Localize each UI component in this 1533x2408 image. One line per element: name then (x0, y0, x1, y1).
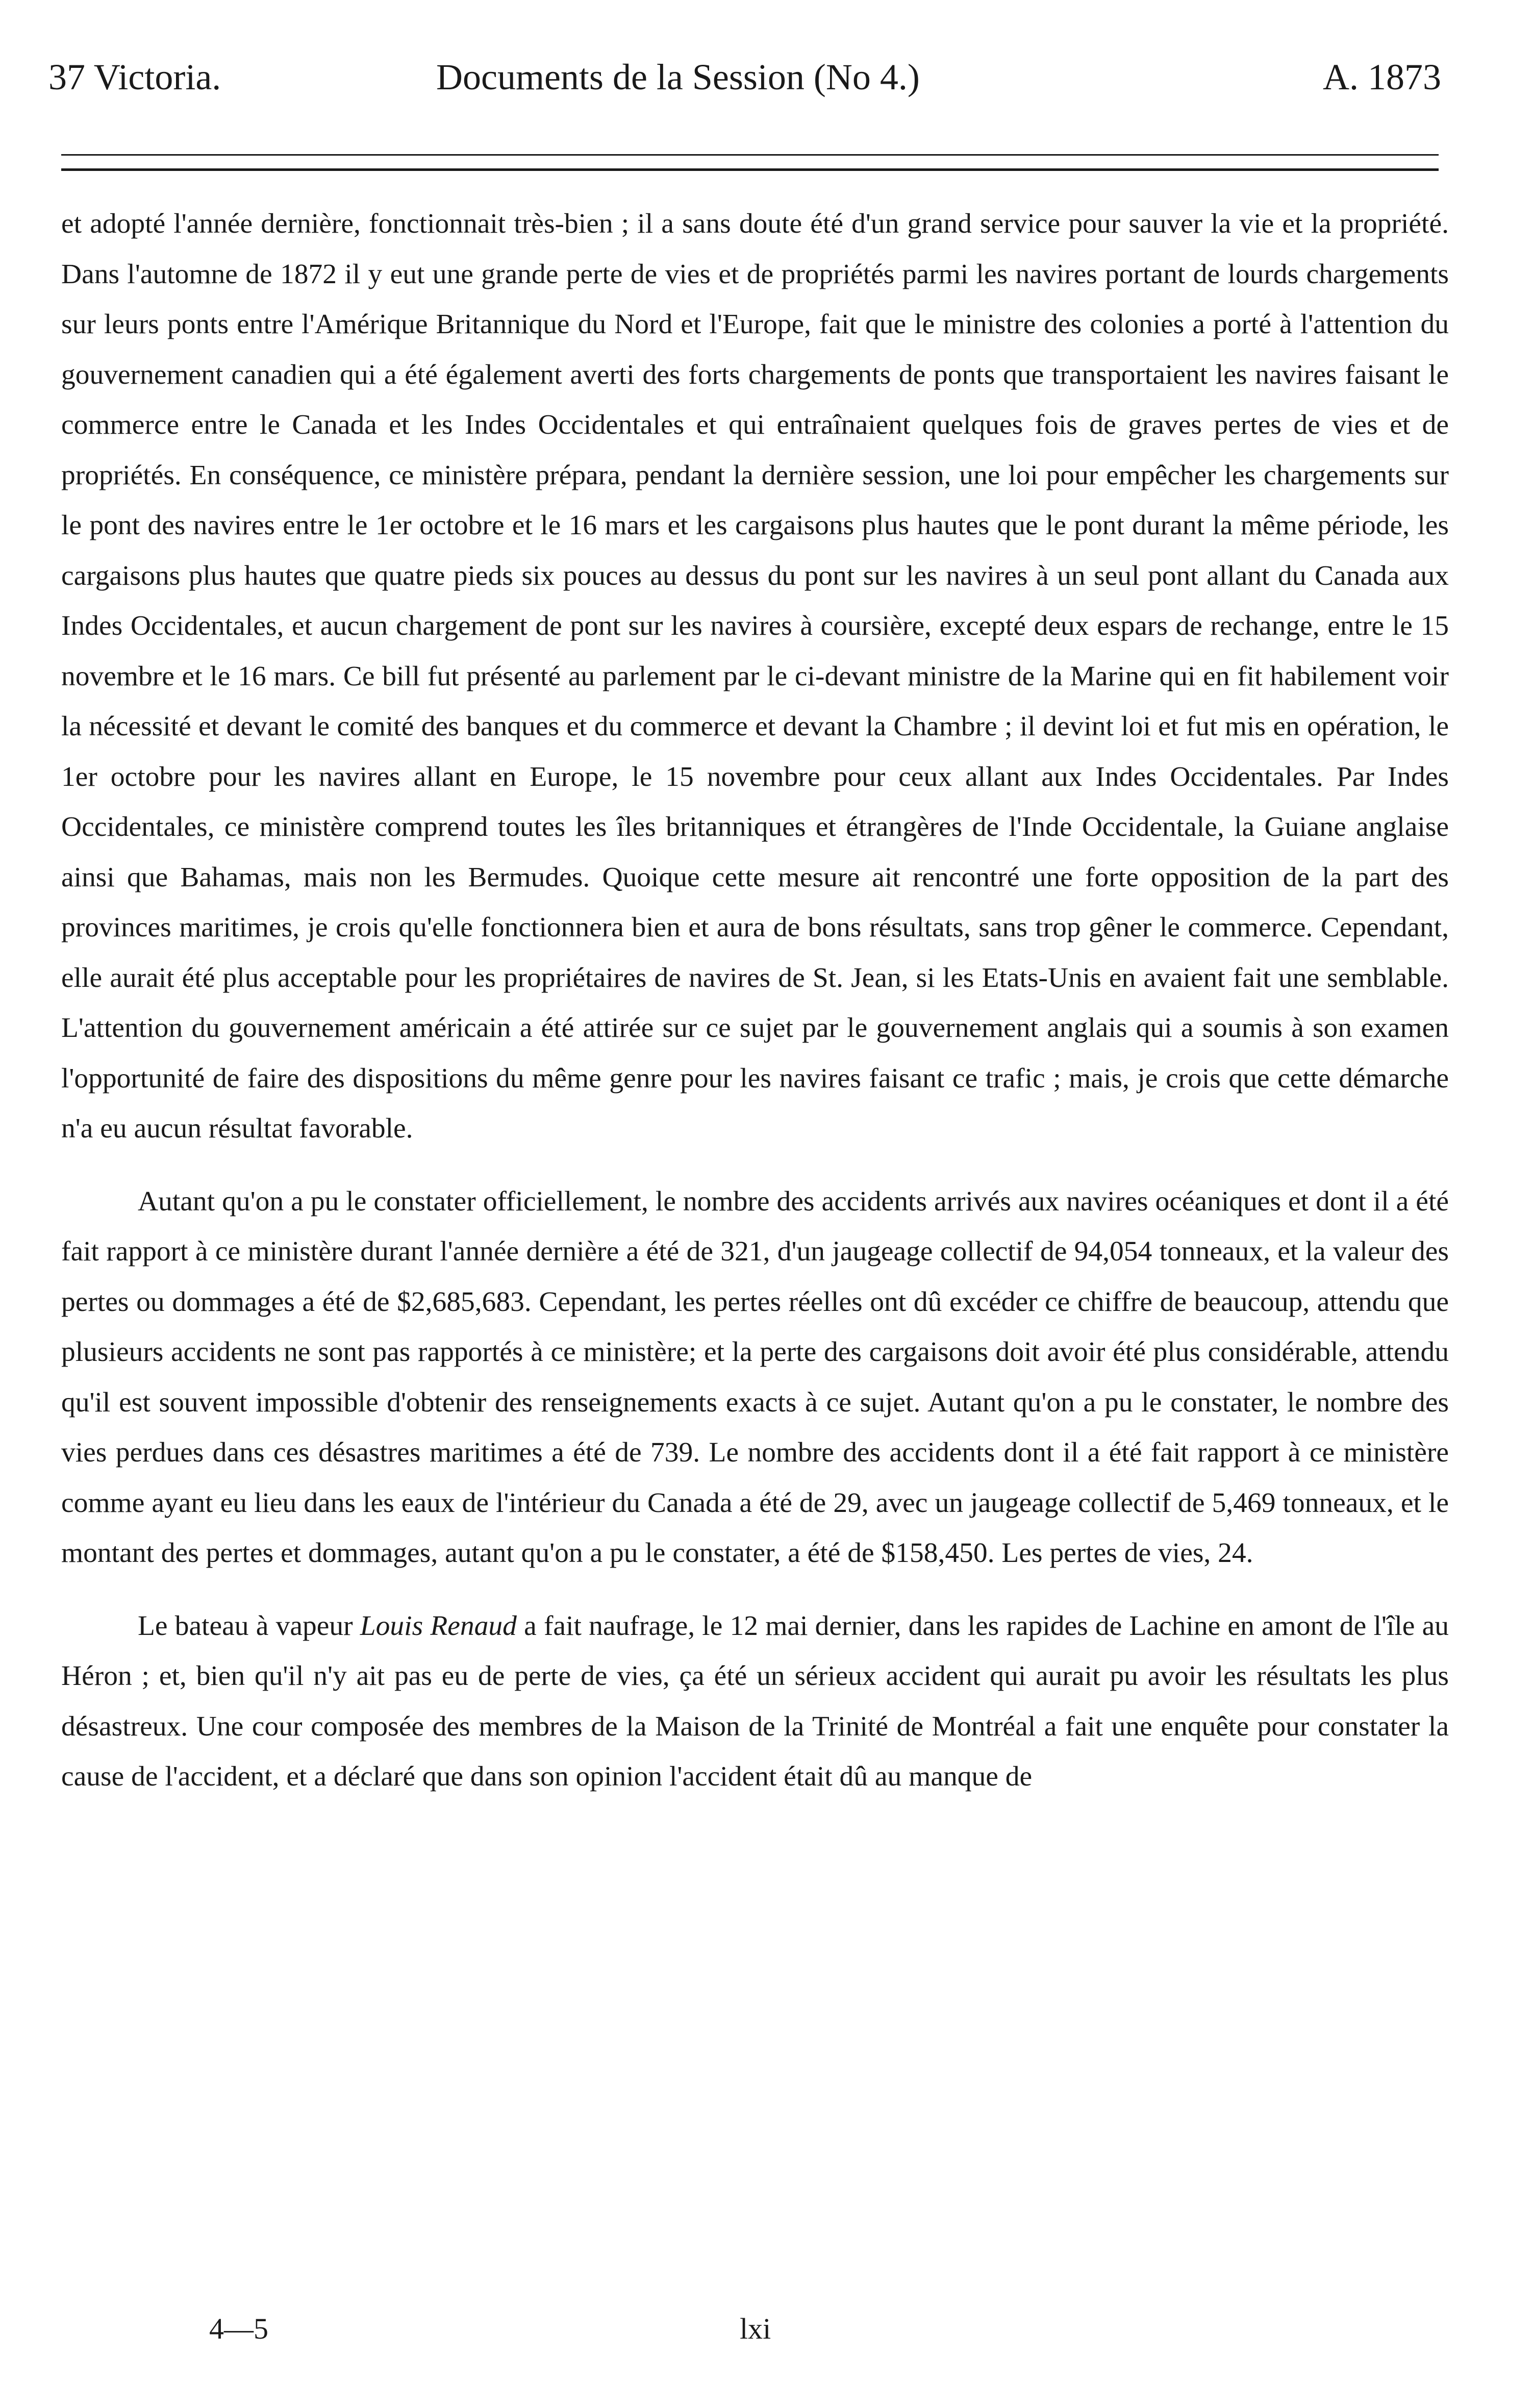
header-year: A. 1873 (1323, 57, 1441, 97)
header-regnal-year: 37 Victoria. (48, 57, 221, 97)
page-number: lxi (740, 2312, 771, 2345)
signature-mark: 4—5 (209, 2312, 268, 2345)
body-text (61, 199, 1449, 1802)
paragraph-2: Autant qu'on a pu le constater officiellement, le nombre des accidents arrivés aux navires océaniques et dont il a été fait rapport à ce ministère durant l'année dernière a été de 321, d'un jaugeage collectif de 94,054 tonneaux, et la valeur des pertes ou dommages a été de $2,685,683. Cependant, les pertes réelles ont dû excéder ce chiffre de beaucoup, attendu que plusieurs accidents ne sont pas rapportés à ce ministère; et la perte des cargaisons doit avoir été plus considérable, attendu qu'il est souvent impossible d'obtenir des renseignements exacts à ce sujet. Autant qu'on a pu le constater, le nombre des vies perdues dans ces désastres maritimes a été de 739. Le nombre des accidents dont il a été fait rapport à ce ministère comme ayant eu lieu dans les eaux de l'intérieur du Canada a été de 29, avec un jaugeage collectif de 5,469 tonneaux, et le montant des pertes et dommages, autant qu'on a pu le constater, a été de $158,450. Les pertes de vies, 24. (61, 1185, 1449, 1569)
paragraph-3 (61, 1601, 1449, 1802)
vessel-name: Louis Renaud (360, 1610, 517, 1642)
page-footer (209, 2312, 821, 2357)
header-rule-thin (61, 154, 1439, 156)
running-header (48, 56, 1441, 112)
paragraph-3-lead: Le bateau à vapeur (138, 1610, 360, 1642)
paragraph-3-rest: a fait naufrage, le 12 mai dernier, dans les rapides de Lachine en amont de l'île au Héron ; et, bien qu'il n'y ait pas eu de perte de vies, ça été un sérieux accident qui aurait pu avoir les résultats les plus désastreux. Une cour composée des membres de la Maison de la Trinité de Montréal a fait une enquête pour constater la cause de l'accident, et a déclaré que dans son opinion l'accident était dû au manque de (61, 1610, 1449, 1792)
header-rule-thick (61, 168, 1439, 171)
header-title: Documents de la Session (No 4.) (436, 57, 920, 97)
paragraph-1: et adopté l'année dernière, fonctionnait très-bien ; il a sans doute été d'un grand service pour sauver la vie et la propriété. Dans l'automne de 1872 il y eut une grande perte de vies et de propriétés parmi les navires portant de lourds chargements sur leurs ponts entre l'Amérique Britannique du Nord et l'Europe, fait que le ministre des colonies a porté à l'attention du gouvernement canadien qui a été également averti des forts chargements de ponts que transportaient les navires faisant le commerce entre le Canada et les Indes Occidentales et qui entraînaient quelques fois de graves pertes de vies et de propriétés. En conséquence, ce ministère prépara, pendant la dernière session, une loi pour empêcher les chargements sur le pont des navires entre le 1er octobre et le 16 mars et les cargaisons plus hautes que le pont durant la même période, les cargaisons plus hautes que quatre pieds six pouces au dessus du pont sur les navires à un seul pont allant du Canada aux Indes Occidentales, et aucun chargement de pont sur les navires à coursière, excepté deux espars de rechange, entre le 15 novembre et le 16 mars. Ce bill fut présenté au parlement par le ci-devant ministre de la Marine qui en fit habilement voir la nécessité et devant le comité des banques et du commerce et devant la Chambre ; il devint loi et fut mis en opération, le 1er octobre pour les navires allant en Europe, le 15 novembre pour ceux allant aux Indes Occidentales. Par Indes Occidentales, ce ministère comprend toutes les îles britanniques et étrangères de l'Inde Occidentale, la Guiane anglaise ainsi que Bahamas, mais non les Bermudes. Quoique cette mesure ait rencontré une forte opposition de la part des provinces maritimes, je crois qu'elle fonctionnera bien et aura de bons résultats, sans trop gêner le commerce. Cependant, elle aurait été plus acceptable pour les propriétaires de navires de St. Jean, si les Etats-Unis en avaient fait une semblable. L'attention du gouvernement américain a été attirée sur ce sujet par le gouvernement anglais qui a soumis à son examen l'opportunité de faire des dispositions du même genre pour les navires faisant ce trafic ; mais, je crois que cette démarche n'a eu aucun résultat favorable. (61, 208, 1449, 1144)
